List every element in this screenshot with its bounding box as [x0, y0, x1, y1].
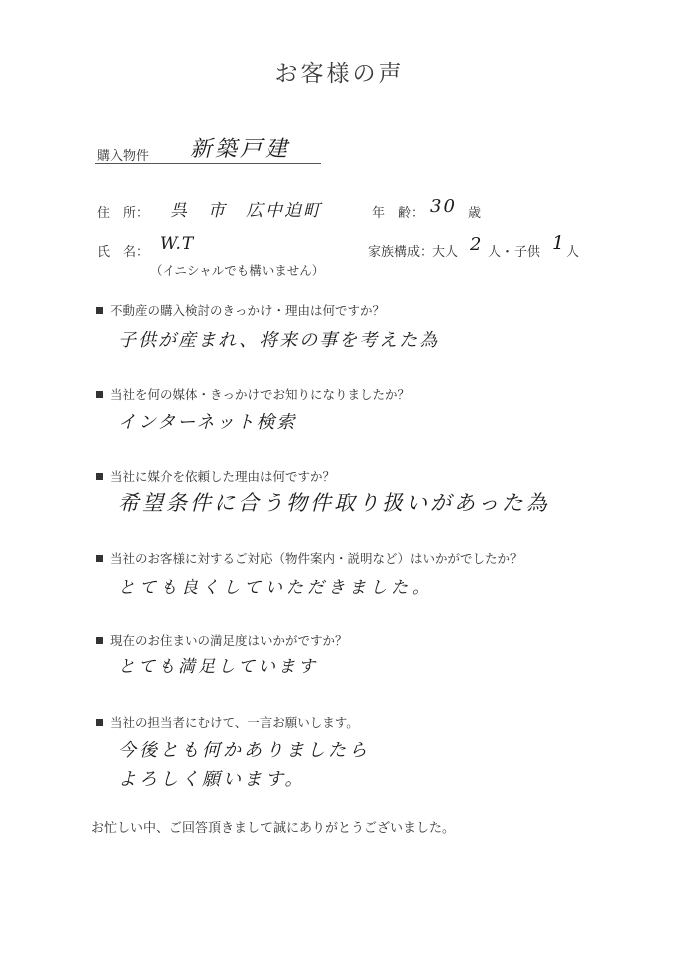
- family-adults-label: 大人: [432, 245, 459, 260]
- age-unit: 歳: [468, 206, 482, 221]
- property-underline: [95, 163, 321, 164]
- question-6: 当社の担当者にむけて、一言お願いします。: [96, 713, 359, 731]
- question-3: 当社に媒介を依頼した理由は何ですか？: [96, 467, 335, 485]
- family-adults-count: 2: [470, 234, 482, 255]
- property-label: 購入物件: [97, 149, 150, 164]
- name-note: （イニシャルでも構いません）: [150, 263, 325, 278]
- name-label: 氏 名：: [97, 245, 150, 260]
- age-value: 30: [430, 196, 457, 217]
- answer-3: 希望条件に合う物件取り扱いがあった為: [118, 491, 550, 515]
- family-adults-unit: 人・子供: [488, 245, 541, 260]
- bullet-icon: [96, 637, 103, 644]
- family-children-count: 1: [552, 232, 565, 254]
- answer-6-line-1: 今後とも何かありましたら: [118, 740, 370, 761]
- address-value: 呉 市 広中迫町: [170, 201, 322, 221]
- page-title: お客様の声: [274, 61, 405, 87]
- question-5: 現在のお住まいの満足度はいかがですか？: [96, 631, 348, 649]
- family-label: 家族構成：: [368, 245, 434, 260]
- bullet-icon: [96, 473, 103, 480]
- age-label: 年 齢：: [372, 206, 425, 221]
- family-children-unit: 人: [566, 245, 580, 260]
- question-4: 当社のお客様に対するご対応（物件案内・説明など）はいかがでしたか？: [96, 549, 523, 567]
- bullet-icon: [96, 307, 103, 314]
- closing-message: お忙しい中、ご回答頂きまして誠にありがとうございました。: [91, 821, 456, 836]
- property-value: 新築戸建: [190, 137, 291, 162]
- answer-4: とても良くしていただきました。: [118, 578, 433, 598]
- answer-1: 子供が産まれ、将来の事を考えた為: [118, 330, 440, 351]
- name-value: W.T: [160, 234, 195, 254]
- question-2: 当社を何の媒体・きっかけでお知りになりましたか？: [96, 385, 410, 403]
- answer-2: インターネット検索: [118, 412, 297, 433]
- bullet-icon: [96, 555, 103, 562]
- bullet-icon: [96, 719, 103, 726]
- address-label: 住 所：: [97, 206, 150, 221]
- bullet-icon: [96, 391, 103, 398]
- answer-6-line-2: よろしく願います。: [118, 769, 306, 790]
- question-1: 不動産の購入検討のきっかけ・理由は何ですか？: [96, 301, 385, 319]
- answer-5: とても満足しています: [118, 657, 318, 677]
